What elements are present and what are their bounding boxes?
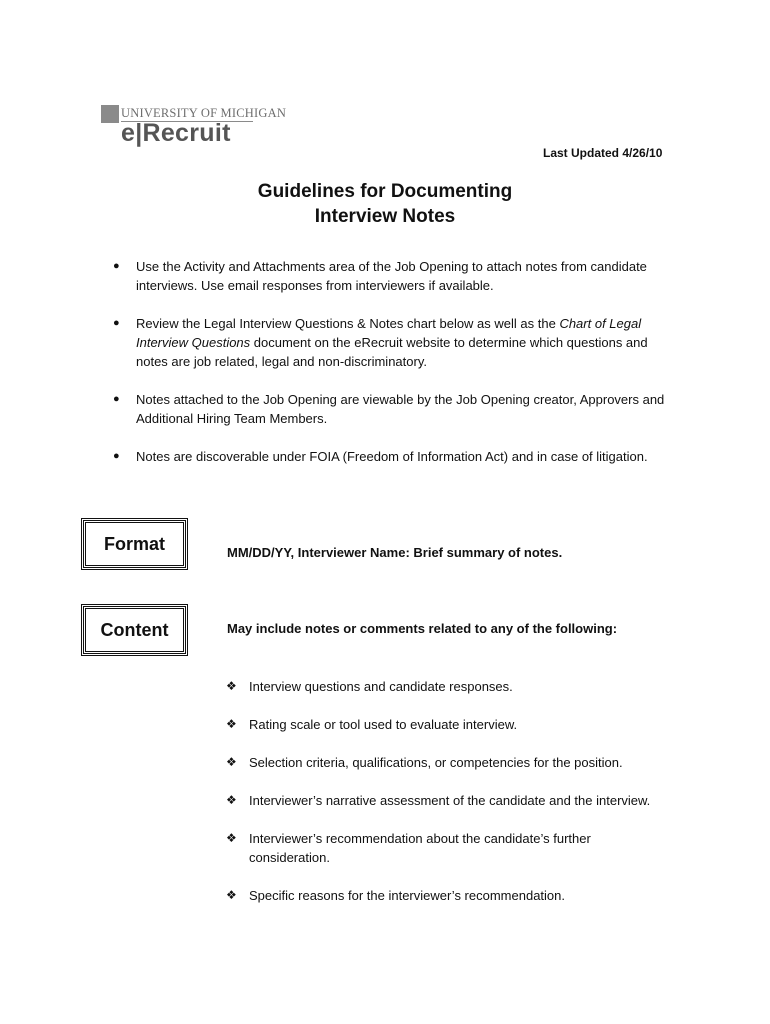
page-title [230, 179, 540, 229]
bullet-icon: ● [113, 393, 120, 405]
diamond-bullet-icon: ❖ [226, 679, 237, 693]
last-updated: Last Updated 4/26/10 [543, 146, 663, 160]
item-text: Specific reasons for the interviewer’s recommendation. [249, 888, 565, 903]
list-item [113, 390, 683, 428]
list-item [226, 753, 666, 772]
bullet-icon: ● [113, 260, 120, 272]
chart-reference: Chart of Legal Interview Questions [136, 316, 642, 350]
format-label-box [81, 518, 188, 570]
list-item [113, 447, 683, 466]
content-label: Content [85, 608, 184, 652]
list-item [226, 829, 666, 867]
diamond-bullet-icon: ❖ [226, 755, 237, 769]
diamond-bullet-icon: ❖ [226, 793, 237, 807]
list-item [226, 677, 666, 696]
list-item [226, 715, 666, 734]
bullet-icon: ● [113, 317, 120, 329]
item-text: Selection criteria, qualifications, or competencies for the position. [249, 755, 623, 770]
diamond-bullet-icon: ❖ [226, 717, 237, 731]
bullet-text: Notes attached to the Job Opening are viewable by the Job Opening creator, Approvers and Additional Hiring Team Members. [136, 392, 665, 426]
list-item [226, 886, 666, 905]
format-description: MM/DD/YY, Interviewer Name: Brief summary of notes. [227, 545, 563, 560]
logo-erecruit: e|Recruit [121, 119, 231, 147]
logo-university-name: UNIVERSITY OF MICHIGAN [121, 106, 287, 120]
university-logo [101, 103, 287, 151]
content-description: May include notes or comments related to any of the following: [227, 621, 618, 636]
list-item [113, 257, 683, 295]
list-item [226, 791, 666, 810]
content-items-list [226, 677, 666, 924]
block-m-icon [101, 105, 119, 123]
format-label: Format [85, 522, 184, 566]
bullet-text: Notes are discoverable under FOIA (Freedom of Information Act) and in case of litigation. [136, 449, 648, 464]
item-text: Interviewer’s recommendation about the candidate’s further consideration. [249, 831, 591, 865]
item-text: Rating scale or tool used to evaluate interview. [249, 717, 518, 732]
content-label-box [81, 604, 188, 656]
bullet-icon: ● [113, 450, 120, 462]
title-line-1: Guidelines for Documenting [257, 181, 513, 202]
item-text: Interview questions and candidate responses. [249, 679, 513, 694]
guidelines-list [113, 257, 683, 485]
title-line-2: Interview Notes [314, 206, 456, 227]
item-text: Interviewer’s narrative assessment of the candidate and the interview. [249, 793, 651, 808]
bullet-text-after: document on the eRecruit website to determine which questions and notes are job related, legal and non-discriminatory. [136, 335, 648, 369]
list-item [113, 314, 683, 371]
bullet-text-before: Review the Legal Interview Questions & Notes chart below as well as the [136, 316, 560, 331]
bullet-text: Use the Activity and Attachments area of the Job Opening to attach notes from candidate interviews. Use email responses from interviewers if available. [136, 259, 647, 293]
diamond-bullet-icon: ❖ [226, 888, 237, 902]
diamond-bullet-icon: ❖ [226, 831, 237, 845]
